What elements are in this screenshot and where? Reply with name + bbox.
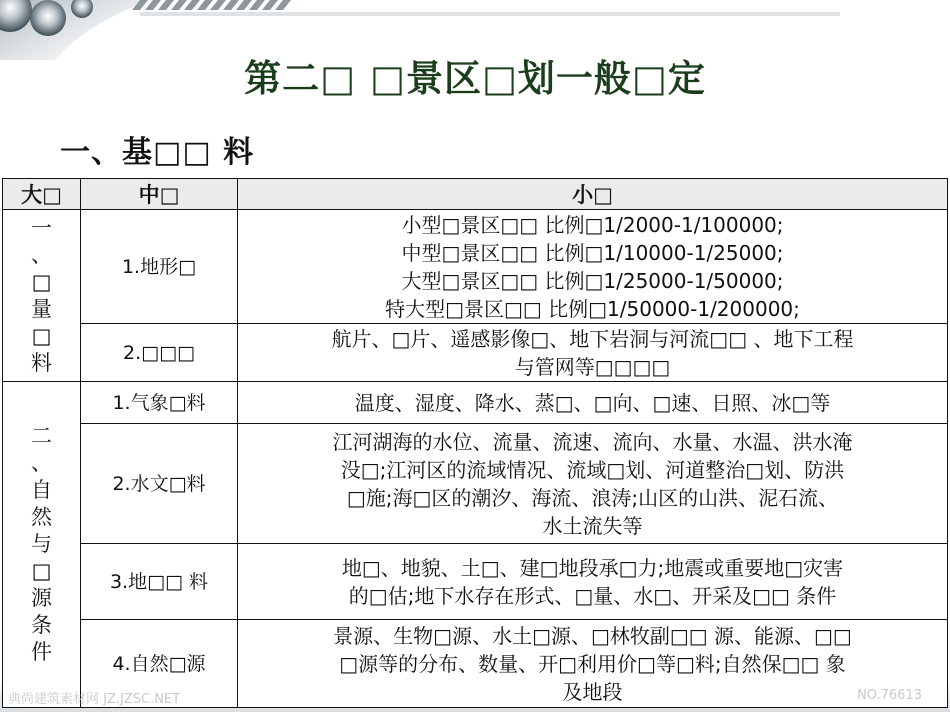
category-char: □ xyxy=(31,323,52,348)
detail-line: □施;海□区的潮汐、海流、浪涛;山区的山洪、泥石流、 xyxy=(346,485,839,510)
category-char: 然 xyxy=(31,505,52,529)
detail-line: 与管网等□□□□ xyxy=(514,354,671,379)
category-char: 源 xyxy=(31,586,52,610)
detail-line: 中型□景区□□ 比例□1/10000-1/25000; xyxy=(401,240,784,265)
category-cell xyxy=(3,210,81,382)
detail-line: 地□、地貌、土□、建□地段承□力;地震或重要地□灾害 xyxy=(341,555,844,580)
detail-line: 小型□景区□□ 比例□1/2000-1/100000; xyxy=(401,212,784,237)
category-char: 件 xyxy=(31,640,52,664)
detail-cell xyxy=(238,424,948,544)
detail-cell xyxy=(238,544,948,620)
category-char: 一 xyxy=(31,215,52,240)
category-char: □ xyxy=(31,269,52,294)
category-char: 、 xyxy=(31,242,52,267)
category-char: 自 xyxy=(31,478,52,502)
table-row xyxy=(3,382,948,424)
detail-cell xyxy=(238,210,948,324)
category-char: 与 xyxy=(31,532,52,556)
header-sub-category: 小□ xyxy=(238,179,948,210)
detail-cell xyxy=(238,382,948,424)
detail-line: 景源、生物□源、水土□源、□林牧副□□ 源、能源、□□ xyxy=(333,623,852,648)
detail-line: □源等的分布、数量、开□利用价□等□料;自然保□□ 象 xyxy=(339,651,846,676)
detail-line: 水土流失等 xyxy=(542,513,643,538)
category-char: 条 xyxy=(31,613,52,637)
table-header-row xyxy=(3,179,948,210)
watermark-right: NO.76613 xyxy=(857,688,922,703)
detail-line: 温度、湿度、降水、蒸□、□向、□速、日照、冰□等 xyxy=(354,390,831,415)
mid-cell: 2.□□□ xyxy=(81,324,238,382)
table-row xyxy=(3,544,948,620)
detail-line: 航片、□片、遥感影像□、地下岩洞与河流□□ 、地下工程 xyxy=(331,326,854,351)
mid-cell: 4.自然□源 xyxy=(81,620,238,708)
category-char: □ xyxy=(31,559,52,583)
section-heading: 一、基□□ 料 xyxy=(60,135,255,170)
category-char: 料 xyxy=(31,350,52,375)
detail-line: 大型□景区□□ 比例□1/25000-1/50000; xyxy=(401,268,784,293)
category-char: 二 xyxy=(31,424,52,448)
watermark-left: 典尚建筑素材网 JZ.JZSC.NET xyxy=(8,692,181,707)
detail-line: 的□估;地下水存在形式、□量、水□、开采及□□ 条件 xyxy=(348,583,837,608)
detail-line: 及地段 xyxy=(562,679,623,704)
data-table xyxy=(2,178,948,708)
detail-line: 江河湖海的水位、流量、流速、流向、水量、水温、洪水淹 xyxy=(332,429,853,454)
mid-cell: 2.水文□料 xyxy=(81,424,238,544)
category-char: 、 xyxy=(31,451,52,475)
mid-cell: 3.地□□ 料 xyxy=(81,544,238,620)
detail-line: 特大型□景区□□ 比例□1/50000-1/200000; xyxy=(385,296,800,321)
detail-cell xyxy=(238,620,948,708)
header-major-category: 大□ xyxy=(3,179,81,210)
table-row xyxy=(3,424,948,544)
table-row xyxy=(3,324,948,382)
detail-line: 没□;江河区的流域情况、流域□划、河道整治□划、防洪 xyxy=(340,457,845,482)
header-mid-category: 中□ xyxy=(81,179,238,210)
detail-cell xyxy=(238,324,948,382)
slide-title: 第二□ □景区□划一般□定 xyxy=(244,57,706,100)
category-cell xyxy=(3,382,81,708)
category-char: 量 xyxy=(31,296,52,321)
mid-cell: 1.气象□料 xyxy=(81,382,238,424)
table-row xyxy=(3,210,948,324)
mid-cell: 1.地形□ xyxy=(81,210,238,324)
